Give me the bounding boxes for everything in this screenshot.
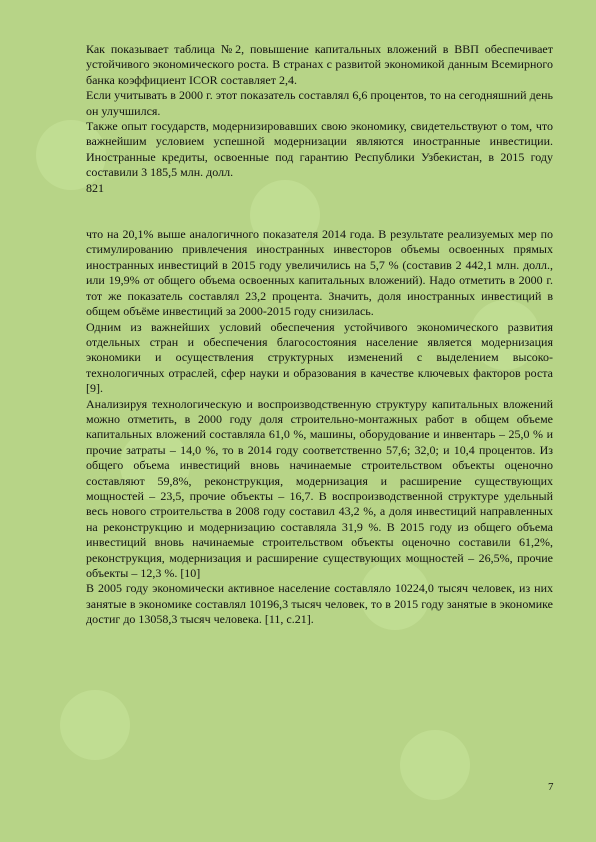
- paragraph: Если учитывать в 2000 г. этот показатель составлял 6,6 процентов, то на сегодняшний день он улучшился.: [86, 88, 553, 118]
- paragraph: что на 20,1% выше аналогичного показателя 2014 года. В результате реализуемых мер по стимулированию привлечения иностранных инвесторов объемы освоенных прямых иностранных инвестиций в 2015 году увеличились на 5,7 % (составив 2 442,1 млн. долл., или 19,9% от общего объема освоенных капитальных вложений). Надо отметить в 2000 г. тот же показатель составлял 23,2 процента. Значить, доля иностранных инвестиций в общем объёме инвестиций за 2000-2015 году снизилась.: [86, 227, 553, 319]
- watermark-mark: [400, 730, 470, 800]
- page-number: 7: [548, 781, 554, 793]
- paragraph: Также опыт государств, модернизировавших свою экономику, свидетельствуют о том, что важнейшим условием успешной модернизации являются иностранные инвестиции. Иностранные кредиты, освоенные под гарантию Республики Узбекистан, в 2015 году составили 3 185,5 млн. долл.: [86, 119, 553, 180]
- page-break-gap: [86, 196, 553, 227]
- paragraph: Как показывает таблица №2, повышение капитальных вложений в ВВП обеспечивает устойчивого экономического роста. В странах с развитой экономикой данным Всемирного банка коэффициент ICOR составляет 2,4.: [86, 42, 553, 87]
- paragraph: Одним из важнейших условий обеспечения устойчивого экономического развития отдельных стран и обеспечения благосостояния население является модернизация экономики и осуществления структурных изменений с выделением высоко-технологичных отраслей, сфер науки и образования в качестве ключевых факторов роста [9].: [86, 319, 553, 396]
- footnote-number: 821: [86, 180, 104, 195]
- paragraph: В 2005 году экономически активное население составляло 10224,0 тысяч человек, из них занятые в экономике составлял 10196,3 тысяч человек, то в 2015 году занятые в экономике достиг до 13058,3 тысяч человека. [11, с.21].: [86, 581, 553, 627]
- paragraph: Анализируя технологическую и воспроизводственную структуру капитальных вложений можно отметить, в 2000 году доля строительно-монтажных работ в общем объеме капитальных вложений составляла 61,0 %, машины, оборудование и инвентарь – 25,0 % и прочие затраты – 14,0 %, то в 2014 году соответственно 57,6; 32,0; и 10,4 процентов. Из общего объема инвестиций вновь начинаемые строительством объекты оценочно составляют 59,8%, реконструкция, модернизация и расширение существующих мощностей – 23,5, прочие объекты – 16,7. В воспроизводственной структуре удельный весь нового строительства в 2008 году составил 43,2 %, а доля инвестиций направленных на реконструкцию и модернизацию составляла 31,9 %. В 2015 году из общего объема инвестиций вновь начинаемые строительством объекты оценочно составили 61,2%, реконструкция, модернизация и расширение существующих мощностей – 26,5%, прочие объекты – 12,3 %. [10]: [86, 396, 553, 580]
- body-text: [86, 42, 553, 628]
- watermark-mark: [60, 690, 130, 760]
